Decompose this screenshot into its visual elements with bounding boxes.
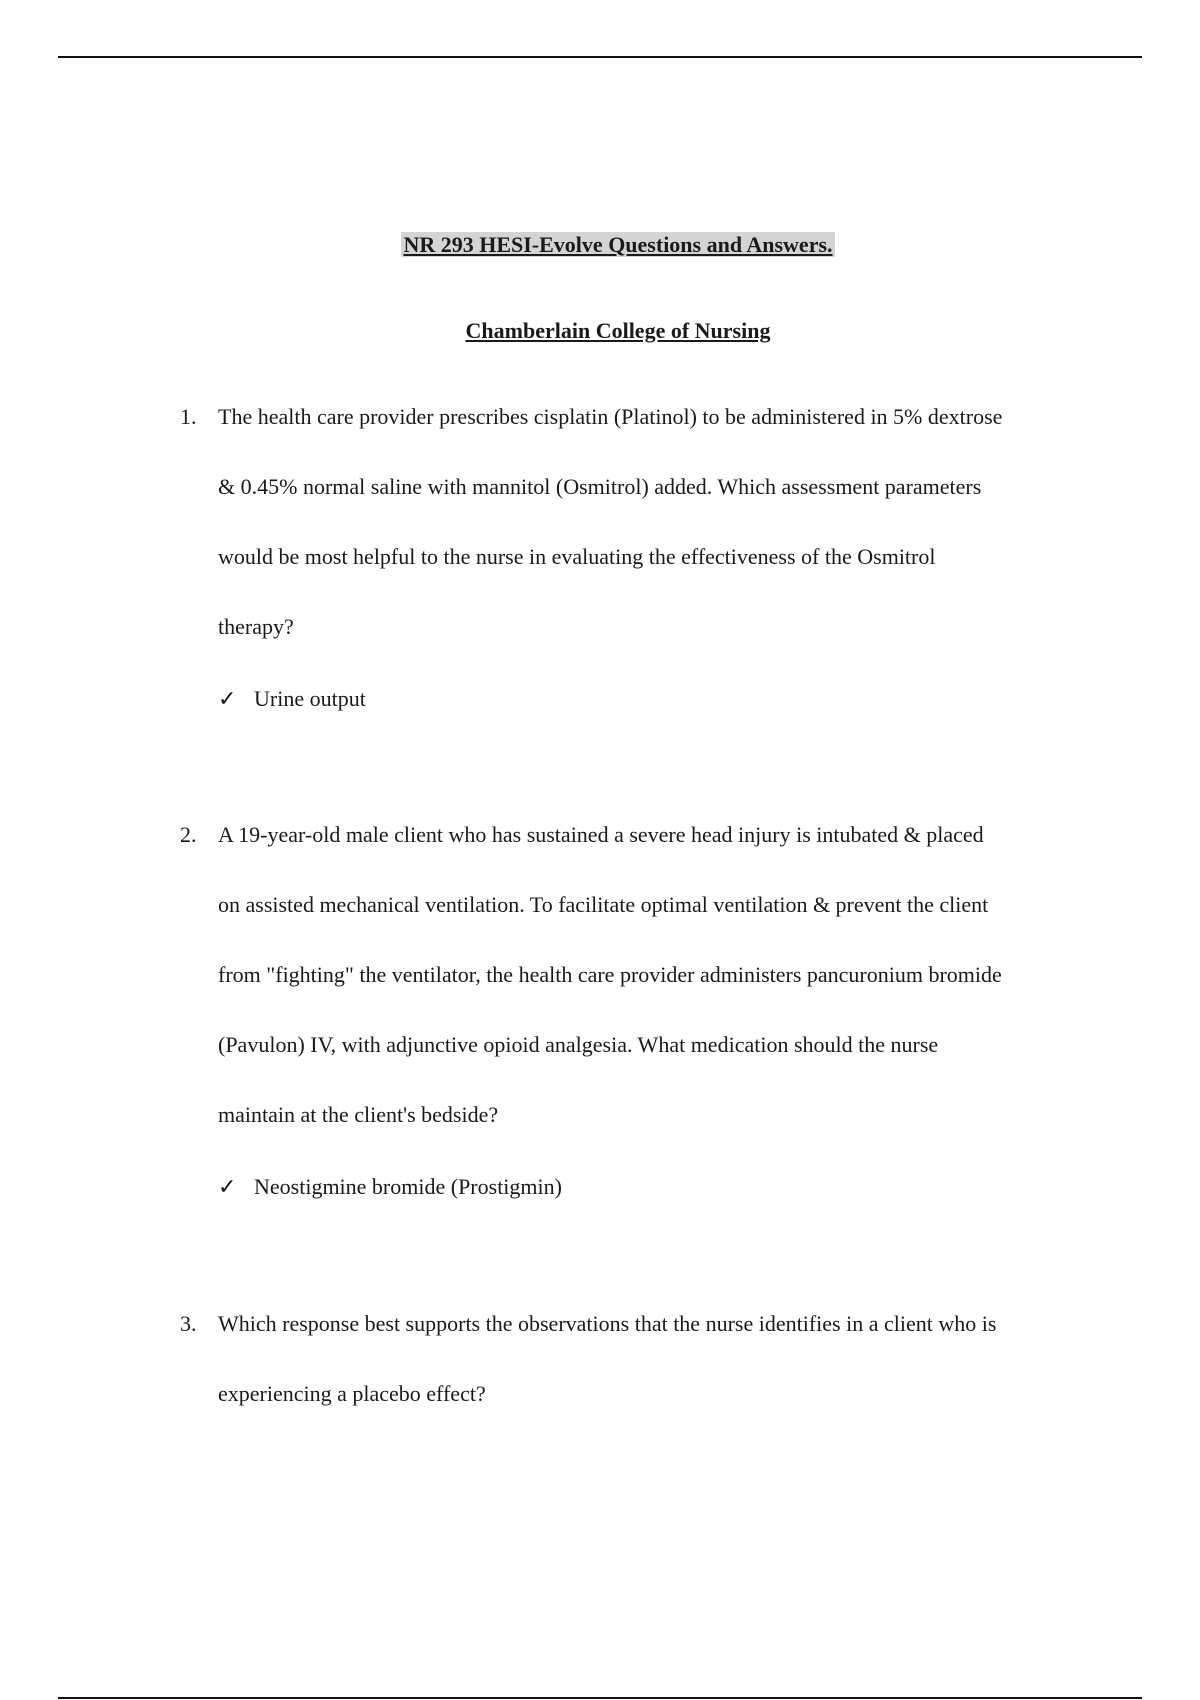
top-rule (58, 56, 1142, 58)
answer-text: Urine output (254, 686, 366, 711)
question-number: 3. (180, 1311, 197, 1336)
question-number: 1. (180, 404, 197, 429)
question-number: 2. (180, 822, 197, 847)
document-title (0, 228, 1200, 262)
bottom-rule (58, 1697, 1142, 1699)
document-subtitle-text: Chamberlain College of Nursing (465, 318, 771, 343)
answer (218, 682, 366, 716)
question-text: Which response best supports the observations that the nurse identifies in a client who is experiencing a placebo effect? (218, 1311, 997, 1406)
question-text: The health care provider prescribes cisplatin (Platinol) to be administered in 5% dextrose & 0.45% normal saline with mannitol (Osmitrol) added. Which assessment parameters would be most helpful to the nurse in evaluating the effectiveness of the Osmitrol therapy? (218, 404, 1003, 639)
document-title-text: NR 293 HESI-Evolve Questions and Answers. (403, 232, 833, 257)
checkmark-icon: ✓ (218, 1174, 237, 1199)
answer-text: Neostigmine bromide (Prostigmin) (254, 1174, 562, 1199)
answer (218, 1170, 562, 1204)
document-subtitle (0, 314, 1200, 348)
checkmark-icon: ✓ (218, 686, 237, 711)
question-text: A 19-year-old male client who has sustained a severe head injury is intubated & placed on assisted mechanical ventilation. To facilitate optimal ventilation & prevent the client from "fighting" the ventilator, the health care provider administers pancuronium bromide (Pavulon) IV, with adjunctive opioid analgesia. What medication should the nurse maintain at the client's bedside? (218, 822, 1002, 1127)
